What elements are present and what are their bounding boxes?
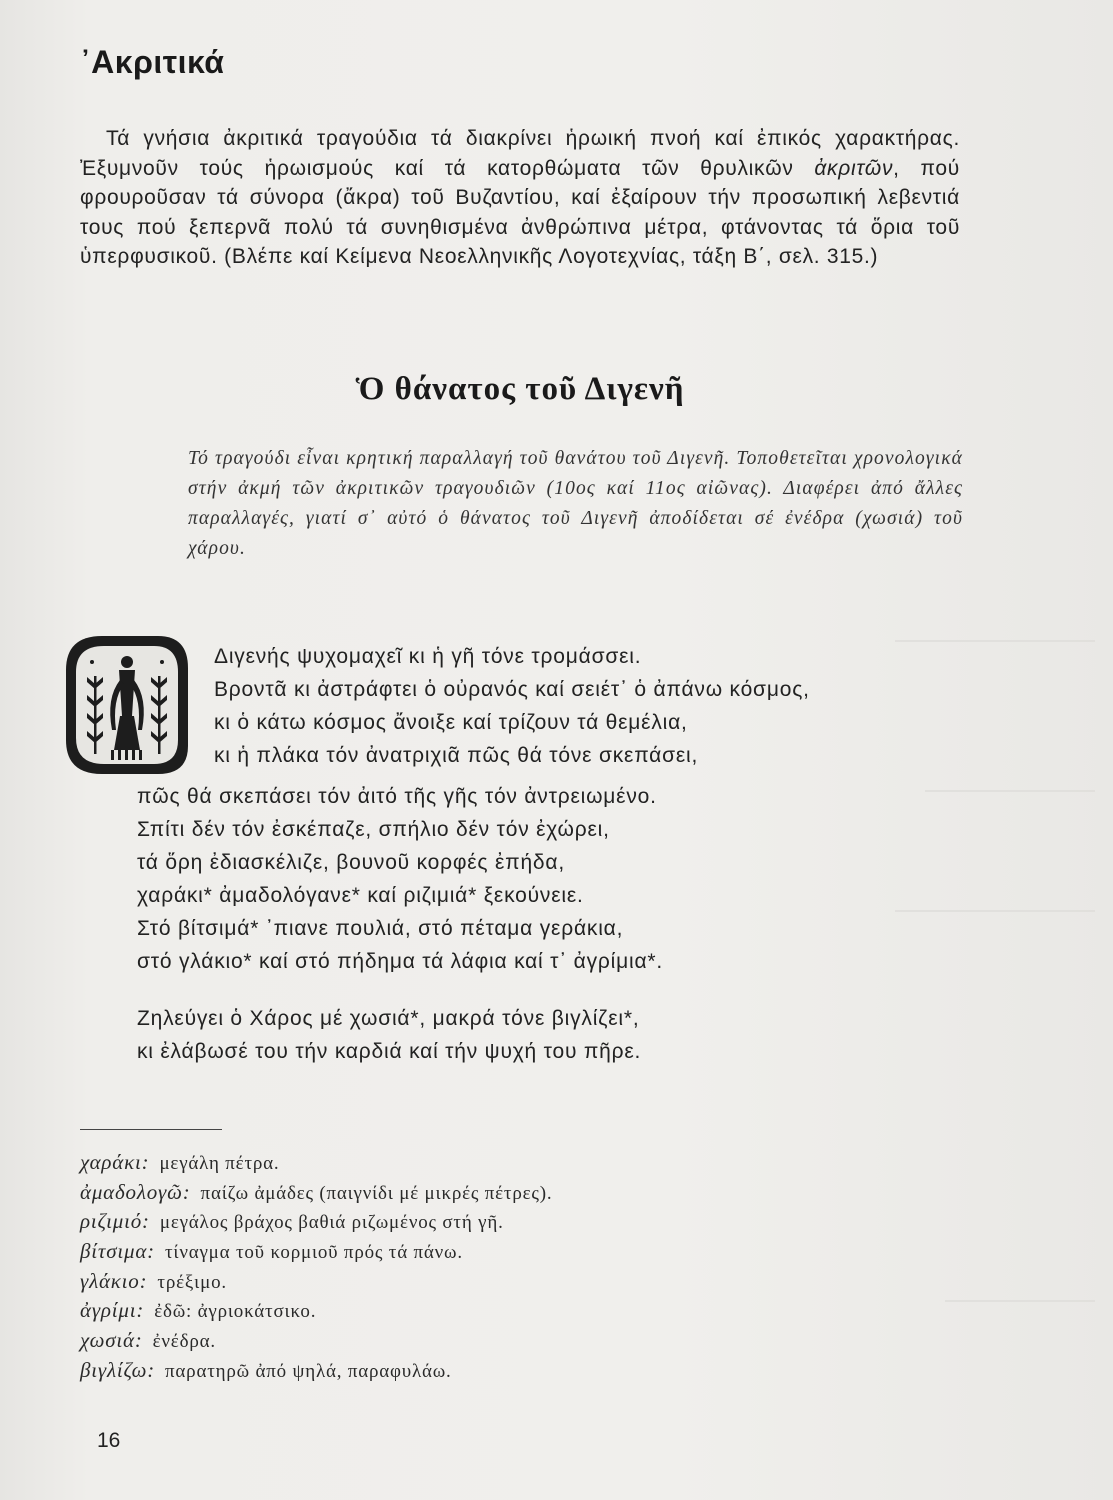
intro-text-start: Τά γνήσια ἀκριτικά τραγούδια τά διακρίνει ἡρωική πνοή καί ἐπικός χαρακτήρας. Ἐξυμνοῦν τούς ἡρωισμούς καί τά κατορθώματα τῶν θρυλικῶν — [80, 127, 960, 180]
glossary-term: χωσιά: — [80, 1328, 143, 1353]
glossary-term: ἀμαδολογῶ: — [80, 1179, 191, 1204]
glossary-entry — [80, 1180, 552, 1210]
glossary-entry — [80, 1328, 552, 1358]
glossary-definition: παίζω ἀμάδες (παιγνίδι μέ μικρές πέτρες). — [200, 1182, 553, 1204]
poem-line: χαράκι* ἀμαδολόγανε* καί ριζιμιά* ξεκούνειε. — [137, 884, 584, 907]
intro-paragraph — [80, 124, 960, 272]
glossary-definition: μεγάλος βράχος βαθιά ριζωμένος στή γῆ. — [159, 1212, 504, 1234]
glossary-definition: τρέξιμο. — [157, 1271, 227, 1293]
poem-introductory-note: Τό τραγούδι εἶναι κρητική παραλλαγή τοῦ θανάτου τοῦ Διγενῆ. Τοποθετεῖται χρονολογικά στήν ἀκμή τῶν ἀκριτικῶν τραγουδιῶν (10ος καί 11ος αἰῶνας). Διαφέρει ἀπό ἄλλες παραλλαγές, γιατί σ᾿ αὐτό ὁ θάνατος τοῦ Διγενῆ ἀποδίδεται σέ ἐνέδρα (χωσιά) τοῦ χάρου. — [188, 448, 963, 559]
glossary-definition: παρατηρῶ ἀπό ψηλά, παραφυλάω. — [165, 1360, 452, 1382]
glossary-term: ριζιμιό: — [80, 1209, 150, 1234]
section-title: ᾿Ακριτικά — [80, 44, 225, 80]
poem-line: στό γλάκιο* καί στό πήδημα τά λάφια καί τ᾿ ἀγρίμια*. — [137, 950, 664, 973]
footnote-divider — [80, 1129, 222, 1130]
poem-line: Βροντᾶ κι ἀστράφτει ὁ οὐρανός καί σειέτ᾿ ὁ ἀπάνω κόσμος, — [214, 678, 810, 701]
intro-text-end: , πού φρουροῦσαν τά σύνορα (ἄκρα) τοῦ Βυζαντίου, καί ἐξαίρουν τήν προσωπική λεβεντιά τους πού ξεπερνᾶ πολύ τά συνηθισμένα ἀνθρώπινα μέτρα, φτάνοντας τά ὅρια τοῦ ὑπερφυσικοῦ. (Βλέπε καί Κείμενα Νεοελληνικῆς Λογοτεχνίας, τάξη Β΄, σελ. 315.) — [80, 156, 960, 268]
glossary — [80, 1150, 552, 1388]
glossary-definition: ἐνέδρα. — [152, 1331, 216, 1353]
glossary-term: βιγλίζω: — [80, 1357, 156, 1382]
poem-line: πῶς θά σκεπάσει τόν ἀιτό τῆς γῆς τόν ἀντρειωμένο. — [137, 785, 657, 808]
bleed-through-mark — [895, 640, 1095, 642]
glossary-entry — [80, 1358, 552, 1388]
glossary-entry — [80, 1239, 552, 1269]
akritic-warrior-emblem-icon — [62, 632, 192, 778]
poem-line: κι ἐλάβωσέ του τήν καρδιά καί τήν ψυχή του πῆρε. — [137, 1040, 642, 1063]
glossary-entry — [80, 1150, 552, 1180]
intro-emphasis: ἀκριτῶν — [814, 156, 894, 180]
glossary-definition: ἐδῶ: ἀγριοκάτσικο. — [154, 1301, 317, 1323]
poem-line: κι ὁ κάτω κόσμος ἄνοιξε καί τρίζουν τά θεμέλια, — [214, 711, 688, 734]
glossary-term: ἀγρίμι: — [80, 1298, 145, 1323]
poem-line: Στό βίτσιμά* ᾿πιανε πουλιά, στό πέταμα γεράκια, — [137, 917, 624, 940]
glossary-entry — [80, 1298, 552, 1328]
glossary-entry — [80, 1269, 552, 1299]
poem-title: Ὁ θάνατος τοῦ Διγενῆ — [355, 371, 685, 407]
bleed-through-mark — [895, 910, 1095, 912]
glossary-definition: τίναγμα τοῦ κορμιοῦ πρός τά πάνω. — [164, 1242, 463, 1264]
glossary-term: χαράκι: — [80, 1150, 150, 1174]
poem-line: Διγενής ψυχομαχεῖ κι ἡ γῆ τόνε τρομάσσει. — [214, 645, 642, 668]
glossary-entry — [80, 1209, 552, 1239]
poem-line: τά ὅρη ἐδιασκέλιζε, βουνοῦ κορφές ἐπήδα, — [137, 851, 565, 874]
glossary-definition: μεγάλη πέτρα. — [159, 1153, 280, 1174]
poem-line: Ζηλεύγει ὁ Χάρος μέ χωσιά*, μακρά τόνε βιγλίζει*, — [137, 1007, 640, 1030]
poem-line: Σπίτι δέν τόν ἐσκέπαζε, σπήλιο δέν τόν ἐχώρει, — [137, 818, 610, 841]
glossary-term: βίτσιμα: — [80, 1239, 155, 1264]
bleed-through-mark — [945, 1300, 1095, 1302]
bleed-through-mark — [925, 790, 1095, 792]
page-number: 16 — [97, 1429, 121, 1452]
poem-line: κι ἡ πλάκα τόν ἀνατριχιᾶ πῶς θά τόνε σκεπάσει, — [214, 744, 699, 767]
glossary-term: γλάκιο: — [80, 1268, 148, 1293]
